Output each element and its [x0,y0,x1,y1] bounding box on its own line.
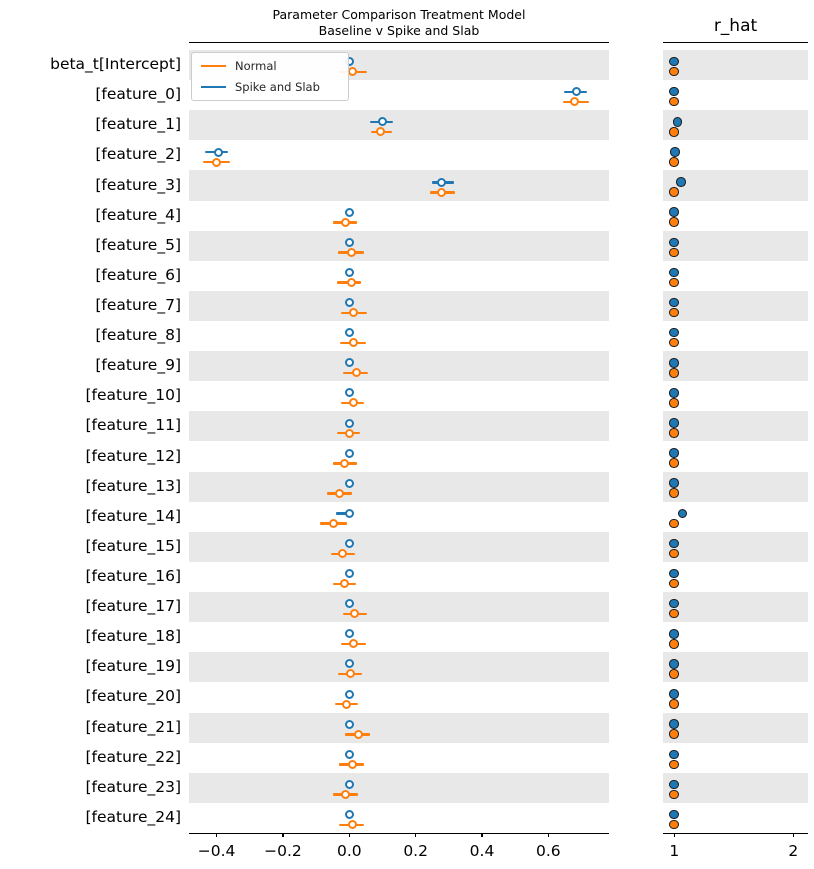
row-band [189,351,609,381]
normal-rhat-dot [669,549,679,559]
plot-title-line-2: Baseline v Spike and Slab [318,23,480,38]
normal-mean-marker [341,218,350,227]
row-label: beta_t[Intercept] [50,55,181,74]
normal-rhat-dot [669,248,679,258]
normal-rhat-dot [669,67,679,77]
normal-rhat-dot [669,157,679,167]
spike-rhat-dot [673,117,683,127]
axis-tick-label: 1 [669,842,680,860]
spike-rhat-dot [669,418,679,428]
spike-rhat-dot [669,298,679,308]
legend-label-normal: Normal [235,59,277,73]
axis-tick [793,833,794,837]
spike-mean-marker [345,629,354,638]
row-label: [feature_19] [85,657,181,676]
spike-mean-marker [345,479,354,488]
spike-rhat-dot [669,238,679,248]
row-label: [feature_17] [85,597,181,616]
plot-title-line-1: Parameter Comparison Treatment Model [272,7,526,22]
spike-rhat-dot [669,689,679,699]
normal-rhat-dot [669,579,679,589]
normal-mean-marker [342,700,351,709]
normal-mean-marker [354,730,363,739]
normal-rhat-dot [669,760,679,770]
rhat-title: r_hat [713,16,758,36]
spike-rhat-dot [669,810,679,820]
normal-rhat-dot [669,639,679,649]
spike-rhat-dot [669,57,679,67]
axis-tick [349,833,350,837]
spike-mean-marker [345,509,354,518]
normal-mean-marker [349,338,358,347]
normal-rhat-dot [669,820,679,830]
row-band [663,50,808,80]
spike-rhat-dot [669,207,679,217]
axis-tick-label: −0.4 [197,842,236,860]
row-label: [feature_15] [85,536,181,555]
row-label: [feature_1] [95,115,181,134]
spike-rhat-dot [669,750,679,760]
row-band [663,170,808,200]
spike-rhat-dot [669,659,679,669]
normal-rhat-dot [669,368,679,378]
row-label: [feature_7] [95,295,181,314]
spike-rhat-dot [669,268,679,278]
legend [191,52,349,101]
legend-entry-normal [201,59,338,73]
axis-tick [216,833,217,837]
normal-rhat-dot [669,699,679,709]
spike-rhat-dot [670,147,680,157]
spike-rhat-dot [678,509,688,519]
row-band [663,532,808,562]
axis-tick [481,833,482,837]
spike-mean-marker [214,148,223,157]
normal-mean-marker [345,429,354,438]
spike-rhat-dot [669,539,679,549]
normal-mean-marker [335,489,344,498]
spike-rhat-dot [669,388,679,398]
row-label: [feature_22] [85,747,181,766]
row-label: [feature_18] [85,627,181,646]
row-band [189,532,609,562]
normal-rhat-dot [669,729,679,739]
row-band [189,411,609,441]
row-label: [feature_2] [95,145,181,164]
spike-mean-marker [345,238,354,247]
normal-rhat-dot [669,127,679,137]
normal-rhat-dot [669,398,679,408]
spike-mean-marker [572,87,581,96]
normal-mean-marker [338,549,347,558]
normal-rhat-dot [669,790,679,800]
row-band [663,291,808,321]
axis-tick [415,833,416,837]
row-band [189,773,609,803]
spike-mean-marker [345,268,354,277]
normal-mean-marker [348,760,357,769]
row-label: [feature_23] [85,777,181,796]
spike-rhat-dot [669,719,679,729]
main-plot-area [189,42,609,833]
axis-tick [282,833,283,837]
spike-mean-marker [345,449,354,458]
row-band [663,231,808,261]
normal-rhat-dot [669,97,679,107]
row-label: [feature_6] [95,265,181,284]
row-label: [feature_4] [95,205,181,224]
normal-rhat-dot [669,278,679,288]
row-band [663,411,808,441]
spike-rhat-dot [669,478,679,488]
normal-rhat-dot [669,669,679,679]
normal-mean-marker [570,97,579,106]
spike-mean-marker [345,810,354,819]
spike-mean-marker [345,599,354,608]
row-label: [feature_20] [85,687,181,706]
row-label: [feature_12] [85,446,181,465]
row-band [663,713,808,743]
axis-tick-label: 0.2 [403,842,428,860]
row-band [189,652,609,682]
row-band [663,652,808,682]
spike-mean-marker [345,388,354,397]
spike-mean-marker [345,780,354,789]
axis-tick-label: 0.6 [536,842,561,860]
spike-rhat-dot [669,87,679,97]
normal-rhat-dot [669,519,679,529]
axis-tick [548,833,549,837]
row-label: [feature_10] [85,386,181,405]
normal-rhat-dot [669,428,679,438]
normal-mean-marker [340,579,349,588]
spike-mean-marker [345,720,354,729]
normal-rhat-dot [669,187,679,197]
normal-rhat-dot [669,338,679,348]
row-label: [feature_14] [85,506,181,525]
normal-line-swatch [201,65,226,68]
normal-mean-marker [340,459,349,468]
row-band [189,472,609,502]
row-label: [feature_0] [95,85,181,104]
row-label: [feature_13] [85,476,181,495]
row-band [189,170,609,200]
spike-rhat-dot [669,629,679,639]
legend-label-spike: Spike and Slab [235,80,320,94]
axis-tick-label: 0.4 [469,842,495,860]
normal-mean-marker [347,278,356,287]
normal-rhat-dot [669,308,679,318]
row-band [189,231,609,261]
row-label: [feature_11] [85,416,181,435]
row-band [189,291,609,321]
spike-rhat-dot [669,569,679,579]
row-band [663,592,808,622]
normal-mean-marker [349,639,358,648]
normal-mean-marker [348,820,357,829]
row-label: [feature_5] [95,235,181,254]
row-label: [feature_16] [85,567,181,586]
row-label: [feature_8] [95,326,181,345]
normal-mean-marker [212,158,221,167]
row-band [663,773,808,803]
spike-mean-marker [345,358,354,367]
spike-mean-marker [345,569,354,578]
spike-mean-marker [345,690,354,699]
spike-mean-marker [345,419,354,428]
normal-mean-marker [347,248,356,257]
row-band [663,351,808,381]
normal-mean-marker [349,398,358,407]
row-band [663,110,808,140]
normal-rhat-dot [669,458,679,468]
spike-mean-marker [345,208,354,217]
normal-mean-marker [329,519,338,528]
spike-rhat-dot [676,177,686,187]
spike-rhat-dot [669,448,679,458]
row-band [663,472,808,502]
normal-rhat-dot [669,217,679,227]
spike-rhat-dot [669,780,679,790]
spike-rhat-dot [669,358,679,368]
row-band [189,713,609,743]
spike-rhat-dot [669,328,679,338]
spike-line-swatch [201,86,226,89]
spike-mean-marker [345,328,354,337]
row-label: [feature_3] [95,175,181,194]
axis-tick-label: 0.0 [336,842,362,860]
rhat-plot-area [663,42,808,833]
axis-tick [674,833,675,837]
plot-title [189,7,609,39]
rhat-x-axis [663,833,808,869]
y-axis-labels [0,0,181,869]
axis-tick-label: −0.2 [264,842,302,860]
row-label: [feature_9] [95,356,181,375]
normal-mean-marker [348,67,357,76]
normal-mean-marker [437,188,446,197]
row-band [189,110,609,140]
spike-mean-marker [345,539,354,548]
legend-entry-spike [201,80,338,94]
spike-mean-marker [345,298,354,307]
main-x-axis [189,833,609,869]
spike-mean-marker [345,750,354,759]
row-label: [feature_21] [85,717,181,736]
row-band [189,592,609,622]
normal-rhat-dot [669,488,679,498]
row-label: [feature_24] [85,807,181,826]
axis-tick-label: 2 [788,842,799,860]
